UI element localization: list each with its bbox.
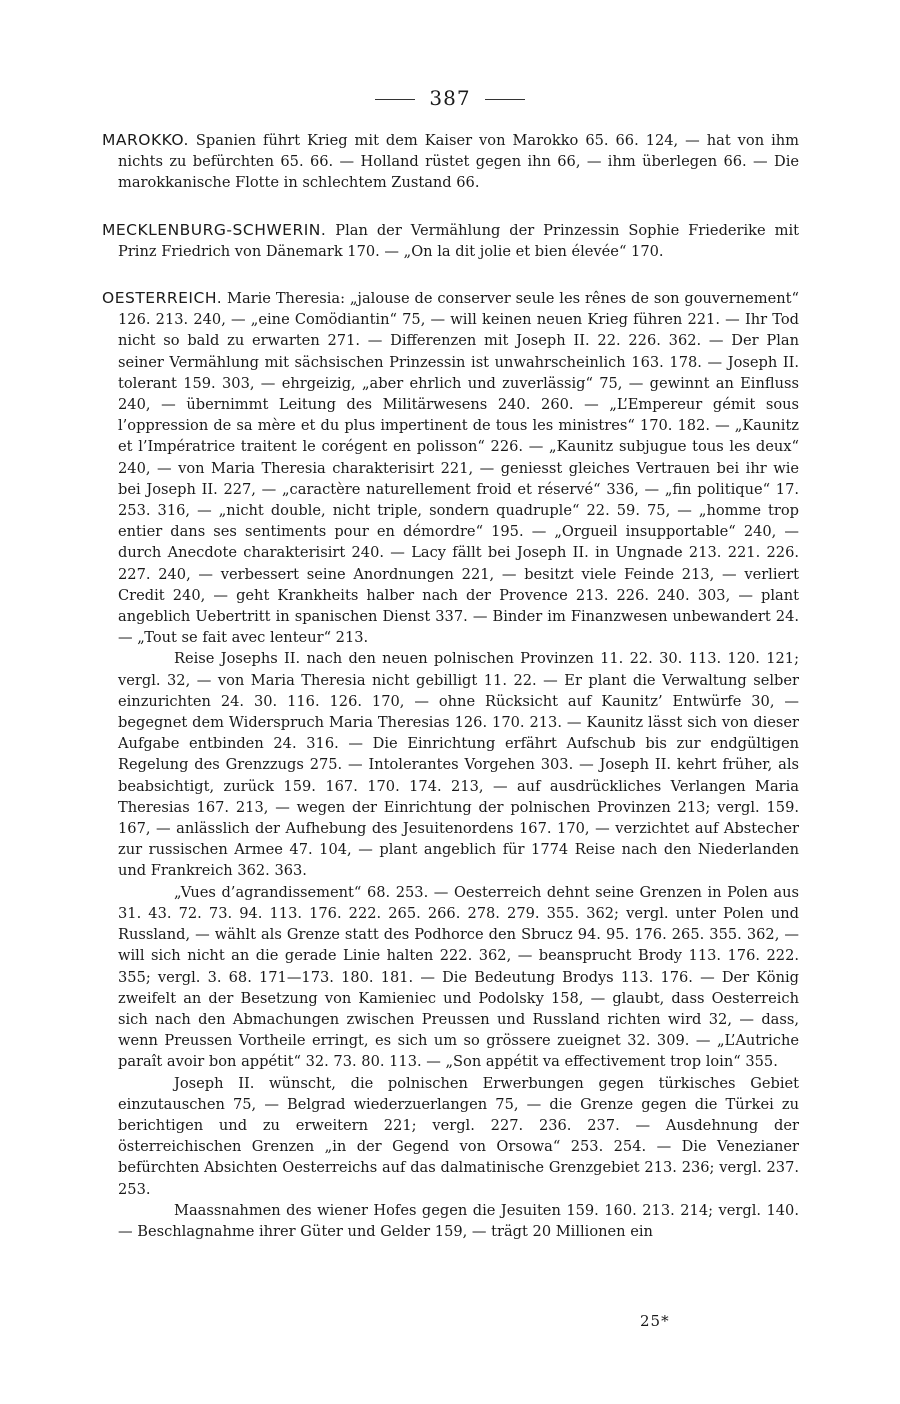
index-entry-oesterreich	[102, 288, 799, 1242]
page-header	[0, 86, 900, 110]
entry-text: Marie Theresia: „jalouse de conserver seule les rênes de son gouvernement“ 126. 213. 240, — „eine Comödiantin“ 75, — will keinen neuen Krieg führen 221. — Ihr Tod nicht so bald zu erwarten 271. — Differenzen mit Joseph II. 22. 226. 362. — Der Plan seiner Vermählung mit sächsischen Prinzessin ist unwahrscheinlich 163. 178. — Joseph II. tolerant 159. 303, — ehrgeizig, „aber ehrlich und zuverlässig“ 75, — gewinnt an Einfluss 240, — übernimmt Leitung des Militärwesens 240. 260. — „L’Empereur gémit sous l’oppression de sa mère et du plus impertinent de tous les ministres“ 170. 182. — „Kaunitz et l’Impératrice traitent le corégent en polisson“ 226. — „Kaunitz subjugue tous les deux“ 240, — von Maria Theresia charakterisirt 221, — geniesst gleiches Vertrauen bei ihr wie bei Joseph II. 227, — „caractère naturellement froid et réservé“ 336, — „fin politique“ 17. 253. 316, — „nicht double, nicht triple, sondern quadruple“ 22. 59. 75, — „homme trop entier dans ses sentiments pour en démordre“ 195. — „Orgueil insupportable“ 240, — durch Anecdote charakterisirt 240. — Lacy fällt bei Joseph II. in Ungnade 213. 221. 226. 227. 240, — verbessert seine Anordnungen 221, — besitzt viele Feinde 213, — verliert Credit 240, — geht Krankheits halber nach der Provence 213. 226. 240. 303, — plant angeblich Uebertritt in spanischen Dienst 337. — Binder im Finanzwesen unbewandert 24. — „Tout se fait avec lenteur“ 213.	[118, 290, 799, 647]
entry-subparagraph: Maassnahmen des wiener Hofes gegen die Jesuiten 159. 160. 213. 214; vergl. 140. — Beschlagnahme ihrer Güter und Gelder 159, — trägt 20 Millionen ein	[118, 1201, 799, 1240]
entry-paragraph	[102, 130, 799, 194]
header-rule-right	[485, 99, 525, 100]
header-rule-left	[375, 99, 415, 100]
entry-text: Spanien führt Krieg mit dem Kaiser von Marokko 65. 66. 124, — hat von ihm nichts zu befürchten 65. 66. — Holland rüstet gegen ihn 66, — ihm überlegen 66. — Die marokkanische Flotte in schlechtem Zustand 66.	[118, 132, 799, 192]
entry-lemma: OESTERREICH.	[102, 289, 223, 307]
index-entry-mecklenburg-schwerin	[102, 220, 799, 262]
index-entry-marokko	[102, 130, 799, 194]
entry-text: Plan der Vermählung der Prinzessin Sophie Friederike mit Prinz Friedrich von Dänemark 170. — „On la dit jolie et bien élevée“ 170.	[118, 222, 799, 261]
entry-subparagraph: Joseph II. wünscht, die polnischen Erwerbungen gegen türkisches Gebiet einzutauschen 75, — Belgrad wiederzuerlangen 75, — die Grenze gegen die Türkei zu berichtigen und zu erweitern 221; vergl. 227. 236. 237. — Ausdehnung der österreichischen Grenzen „in der Gegend von Orsowa“ 253. 254. — Die Venezianer befürchten Absichten Oesterreichs auf das dalmatinische Grenzgebiet 213. 236; vergl. 237. 253.	[118, 1074, 799, 1198]
page-number: 387	[429, 86, 471, 110]
entry-subparagraph: Reise Josephs II. nach den neuen polnischen Provinzen 11. 22. 30. 113. 120. 121; vergl. 32, — von Maria Theresia nicht gebilligt 11. 22. — Er plant die Verwaltung selber einzurichten 24. 30. 116. 126. 170, — ohne Rücksicht auf Kaunitz’ Entwürfe 30, — begegnet dem Widerspruch Maria Theresias 126. 170. 213. — Kaunitz lässt sich von dieser Aufgabe entbinden 24. 316. — Die Einrichtung erfährt Aufschub bis zur endgültigen Regelung des Grenzzugs 275. — Intolerantes Vorgehen 303. — Joseph II. kehrt früher, als beabsichtigt, zurück 159. 167. 170. 174. 213, — auf ausdrückliches Verlangen Maria Theresias 167. 213, — wegen der Einrichtung der polnischen Provinzen 213; vergl. 159. 167, — anlässlich der Aufhebung des Jesuitenordens 167. 170, — verzichtet auf Abstecher zur russischen Armee 47. 104, — plant angeblich für 1774 Reise nach den Niederlanden und Frankreich 362. 363.	[118, 650, 799, 880]
entry-paragraph	[102, 220, 799, 262]
entry-paragraph	[102, 288, 799, 648]
signature-mark: 25*	[640, 1312, 670, 1330]
entry-lemma: MAROKKO.	[102, 131, 189, 149]
entry-subparagraph: „Vues d’agrandissement“ 68. 253. — Oesterreich dehnt seine Grenzen in Polen aus 31. 43. 72. 73. 94. 113. 176. 222. 265. 266. 278. 279. 355. 362; vergl. unter Polen und Russland, — wählt als Grenze statt des Podhorce den Sbrucz 94. 95. 176. 265. 355. 362, — will sich nicht an die gerade Linie halten 222. 362, — beansprucht Brody 113. 176. 222. 355; vergl. 3. 68. 171—173. 180. 181. — Die Bedeutung Brodys 113. 176. — Der König zweifelt an der Besetzung von Kamieniec und Podolsky 158, — glaubt, dass Oesterreich sich nach den Abmachungen zwischen Preussen und Russland richten wird 32, — dass, wenn Preussen Vortheile erringt, es sich um so grössere zueignet 32. 309. — „L’Autriche paraît avoir bon appétit“ 32. 73. 80. 113. — „Son appétit va effectivement trop loin“ 355.	[118, 883, 799, 1071]
entry-lemma: MECKLENBURG-SCHWERIN.	[102, 221, 327, 239]
